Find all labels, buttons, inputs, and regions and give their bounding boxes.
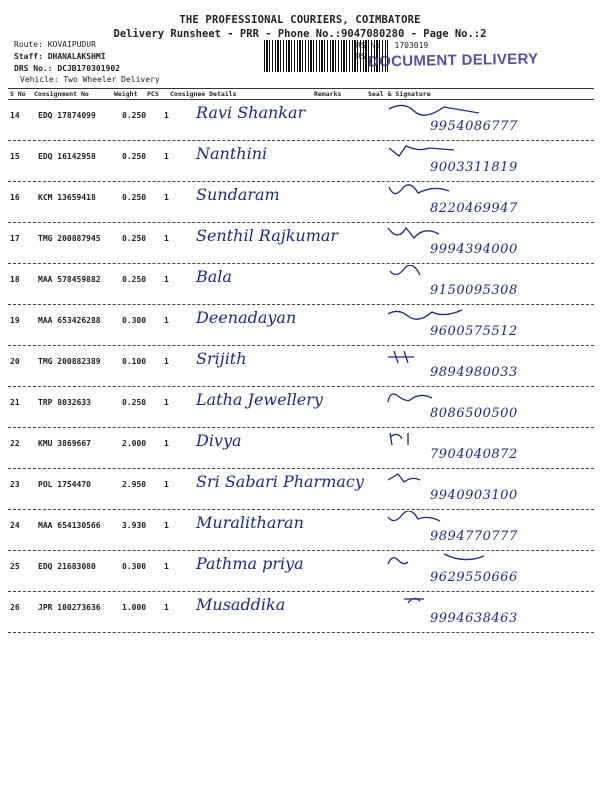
row-sno: 14	[10, 111, 20, 120]
row-consignee-name: Pathma priya	[196, 554, 304, 573]
row-pcs: 1	[164, 193, 169, 202]
row-sno: 18	[10, 275, 20, 284]
row-weight: 0.250	[122, 398, 147, 407]
rs-date-label: RS	[356, 52, 366, 61]
row-consignee-name: Musaddika	[196, 595, 286, 614]
table-row	[8, 550, 594, 592]
row-consignee-name: Senthil Rajkumar	[196, 226, 339, 245]
row-consignee-name: Divya	[196, 431, 242, 450]
row-consignment-no: TMG 200882389	[38, 357, 101, 366]
col-consignment: Consignment No	[34, 90, 89, 98]
row-weight: 0.250	[122, 152, 147, 161]
row-pcs: 1	[164, 603, 169, 612]
row-consignment-no: TMG 200887945	[38, 234, 101, 243]
row-phone: 9940903100	[430, 488, 518, 503]
document-title: THE PROFESSIONAL COURIERS, COIMBATORE	[179, 14, 421, 26]
row-sno: 25	[10, 562, 20, 571]
row-consignment-no: MAA 654130566	[38, 521, 101, 530]
col-pcs: PCS	[147, 90, 159, 98]
row-consignment-no: TRP 8032633	[38, 398, 91, 407]
row-consignment-no: EDQ 17874099	[38, 111, 96, 120]
table-row	[8, 140, 594, 182]
row-consignee-name: Muralitharan	[196, 513, 304, 532]
col-remarks: Remarks	[314, 90, 342, 98]
col-sno: S No	[10, 90, 26, 98]
row-pcs: 1	[164, 275, 169, 284]
table-row	[8, 99, 594, 141]
row-pcs: 1	[164, 521, 169, 530]
row-consignment-no: KMU 3869667	[38, 439, 91, 448]
row-consignee-name: Bala	[196, 267, 232, 286]
row-weight: 3.930	[122, 521, 147, 530]
table-row	[8, 263, 594, 305]
row-weight: 0.250	[122, 111, 147, 120]
row-consignment-no: POL 1754470	[38, 480, 91, 489]
row-weight: 0.250	[122, 234, 147, 243]
row-phone: 8220469947	[430, 201, 518, 216]
row-sno: 16	[10, 193, 20, 202]
row-weight: 1.000	[122, 603, 147, 612]
col-consignee: Consignee Details	[170, 90, 237, 98]
row-pcs: 1	[164, 111, 169, 120]
row-consignee-name: Nanthini	[196, 144, 268, 163]
row-phone: 9894980033	[430, 365, 518, 380]
table-row	[8, 345, 594, 387]
row-weight: 2.950	[122, 480, 147, 489]
row-pcs: 1	[164, 357, 169, 366]
row-consignment-no: MAA 578459882	[38, 275, 101, 284]
document-subtitle: Delivery Runsheet - PRR - Phone No.:9047080280 - Page No.:2	[113, 28, 487, 40]
row-consignment-no: EDQ 16142958	[38, 152, 96, 161]
row-phone: 9894770777	[430, 529, 518, 544]
table-row	[8, 509, 594, 551]
document-delivery-stamp: DOCUMENT DELIVERY	[367, 50, 539, 71]
row-sno: 19	[10, 316, 20, 325]
row-weight: 0.300	[122, 562, 147, 571]
row-pcs: 1	[164, 439, 169, 448]
row-sno: 17	[10, 234, 20, 243]
row-consignee-name: Latha Jewellery	[196, 390, 323, 409]
row-weight: 2.000	[122, 439, 147, 448]
row-sno: 26	[10, 603, 20, 612]
row-phone: 9954086777	[430, 119, 518, 134]
row-consignee-name: Sundaram	[196, 185, 280, 204]
row-phone: 9150095308	[430, 283, 518, 298]
row-phone: 9994638463	[430, 611, 518, 626]
row-weight: 0.250	[122, 275, 147, 284]
row-sno: 21	[10, 398, 20, 407]
row-pcs: 1	[164, 562, 169, 571]
row-sno: 23	[10, 480, 20, 489]
row-sno: 24	[10, 521, 20, 530]
row-sno: 20	[10, 357, 20, 366]
row-weight: 0.300	[122, 316, 147, 325]
col-weight: Weight	[114, 90, 138, 98]
row-pcs: 1	[164, 152, 169, 161]
table-row	[8, 222, 594, 264]
table-row	[8, 468, 594, 510]
route-label: Route: KOVAIPUDUR	[14, 40, 96, 49]
row-pcs: 1	[164, 480, 169, 489]
row-pcs: 1	[164, 234, 169, 243]
drs-number: DRS No.: DCJB170301902	[14, 64, 120, 73]
row-sno: 22	[10, 439, 20, 448]
table-row	[8, 386, 594, 428]
row-pcs: 1	[164, 398, 169, 407]
row-consignee-name: Sri Sabari Pharmacy	[196, 472, 364, 491]
row-phone: 8086500500	[430, 406, 518, 421]
row-consignment-no: JPR 100273636	[38, 603, 101, 612]
row-consignment-no: KCM 13659418	[38, 193, 96, 202]
table-row	[8, 304, 594, 346]
staff-label: Staff: DHANALAKSHMI	[14, 52, 106, 61]
row-consignee-name: Srijith	[196, 349, 247, 368]
table-row	[8, 591, 594, 633]
row-phone: 9994394000	[430, 242, 518, 257]
row-weight: 0.250	[122, 193, 147, 202]
row-weight: 0.100	[122, 357, 147, 366]
row-consignee-name: Deenadayan	[196, 308, 297, 327]
row-phone: 9600575512	[430, 324, 518, 339]
vehicle-label: Vehicle: Two Wheeler Delivery	[20, 75, 160, 84]
rs-number: RS No.: 1703019	[356, 41, 429, 50]
row-sno: 15	[10, 152, 20, 161]
row-phone: 9003311819	[430, 160, 518, 175]
row-consignment-no: MAA 653426288	[38, 316, 101, 325]
row-consignee-name: Ravi Shankar	[196, 103, 306, 122]
row-phone: 7904040872	[430, 447, 518, 462]
row-phone: 9629550666	[430, 570, 518, 585]
table-row	[8, 427, 594, 469]
row-consignment-no: EDQ 21683080	[38, 562, 96, 571]
col-signature: Seal & Signature	[368, 90, 431, 98]
table-row	[8, 181, 594, 223]
row-pcs: 1	[164, 316, 169, 325]
